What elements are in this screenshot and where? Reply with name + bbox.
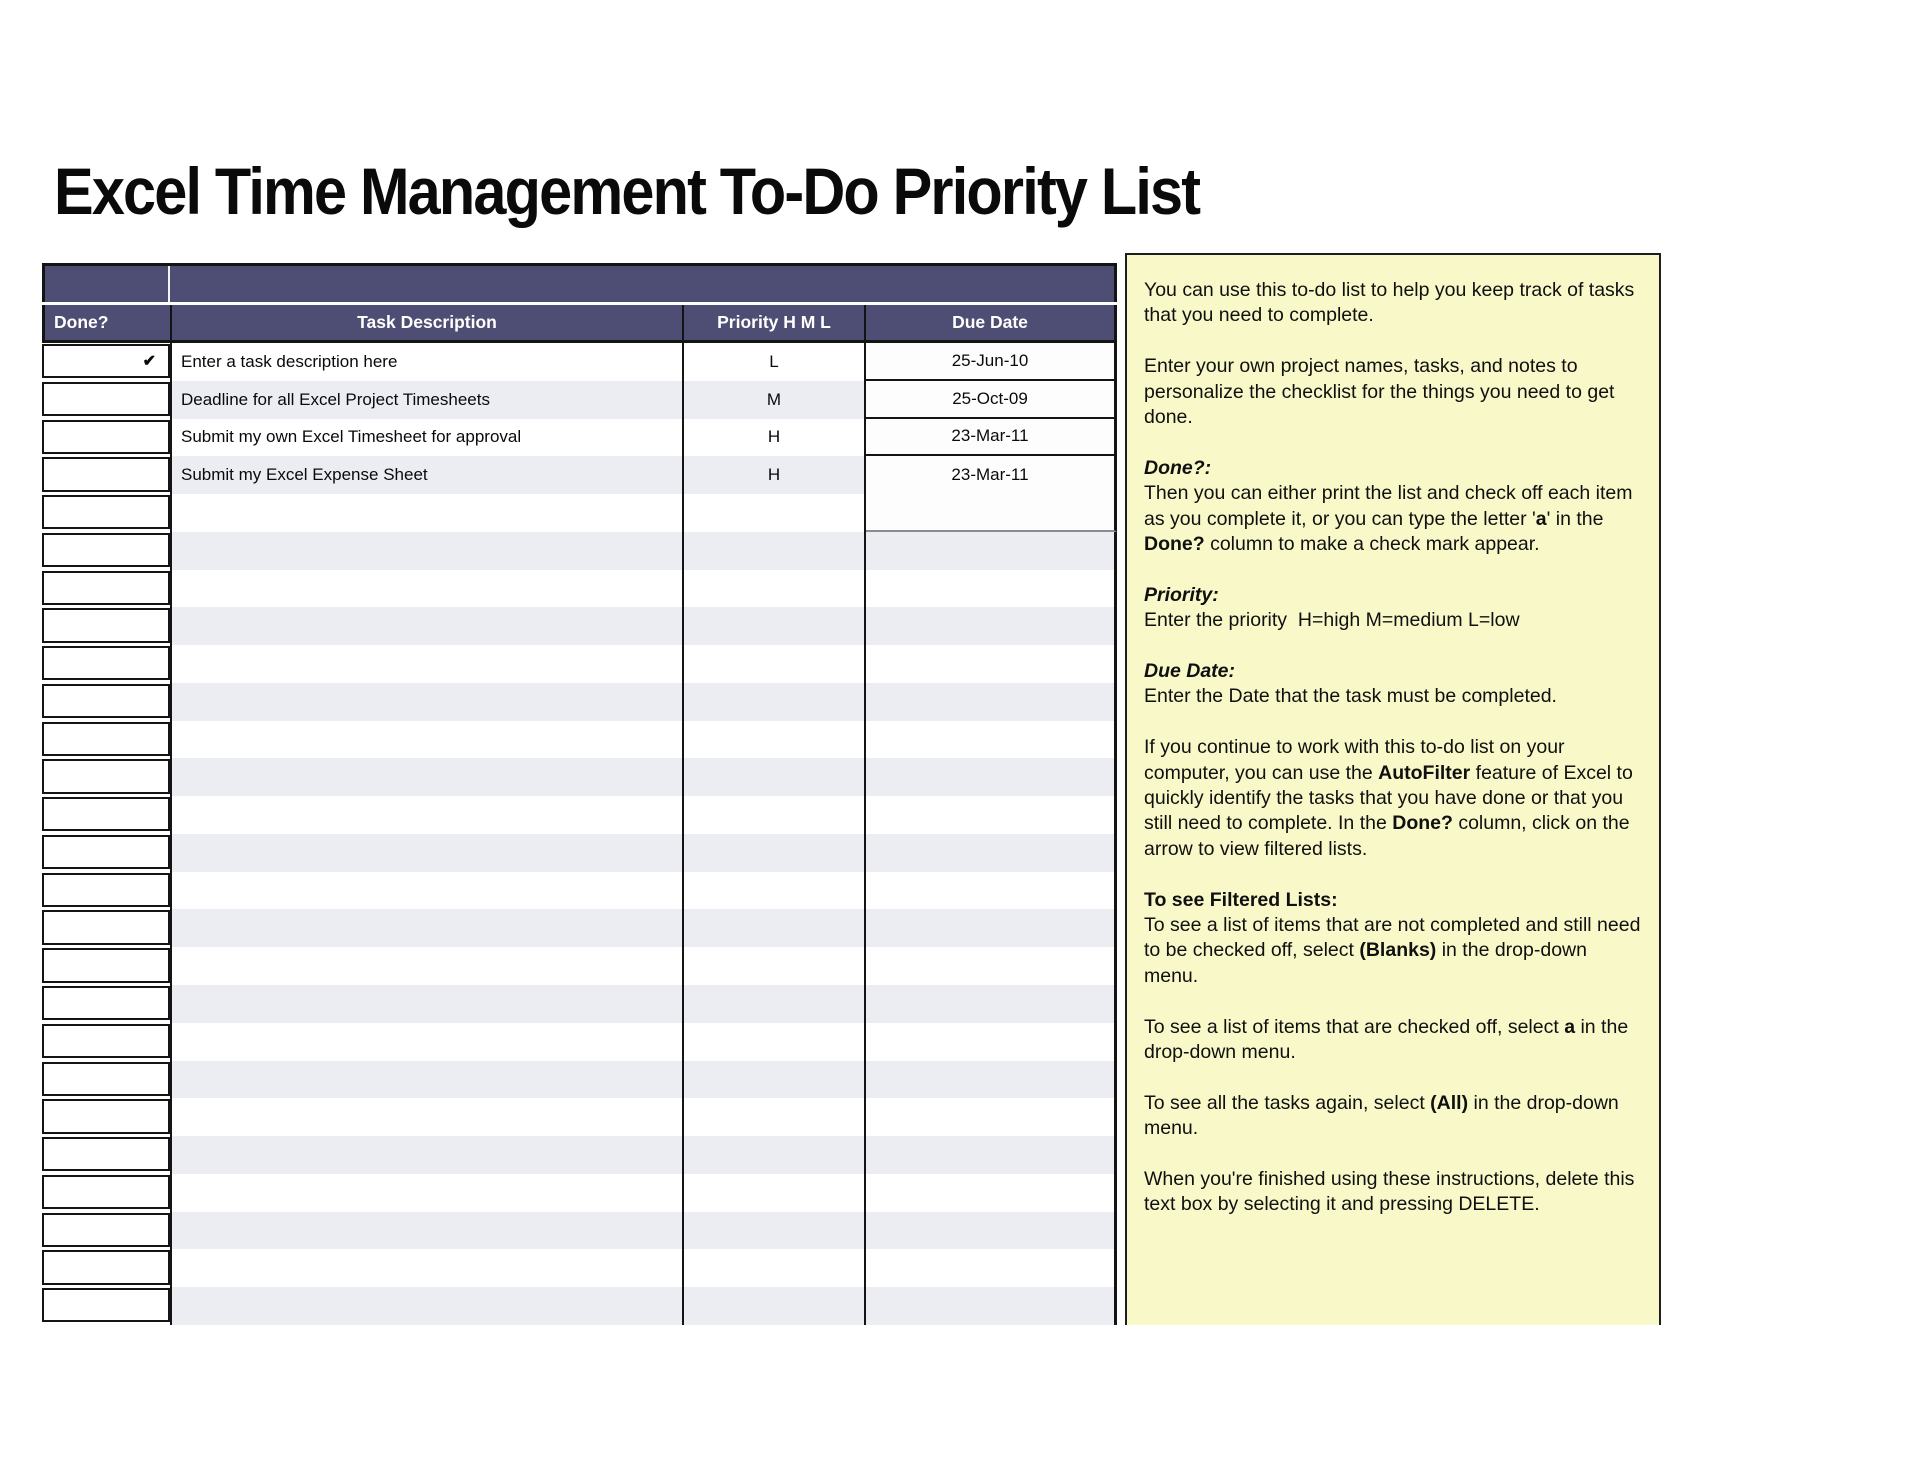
priority-cell[interactable] — [682, 570, 866, 608]
task-description-cell[interactable] — [170, 834, 682, 872]
due-date-cell[interactable] — [866, 985, 1117, 1023]
due-date-cell[interactable] — [866, 570, 1117, 608]
priority-cell[interactable] — [682, 1287, 866, 1325]
priority-cell[interactable] — [682, 1098, 866, 1136]
priority-cell[interactable] — [682, 607, 866, 645]
done-cell[interactable] — [42, 1023, 170, 1061]
note-heading: Done?: — [1144, 456, 1212, 479]
note-paragraph: Enter your own project names, tasks, and notes to personalize the checklist for the things you need to get done. — [1144, 355, 1620, 429]
done-cell[interactable] — [42, 456, 170, 494]
table-row — [42, 947, 1117, 985]
task-description-cell[interactable] — [170, 1136, 682, 1174]
priority-cell[interactable] — [682, 796, 866, 834]
done-checkbox[interactable] — [42, 986, 170, 1020]
done-checkbox[interactable] — [42, 910, 170, 944]
task-description-cell[interactable] — [170, 607, 682, 645]
priority-cell[interactable]: M — [682, 381, 866, 419]
due-date-cell[interactable] — [866, 1174, 1117, 1212]
priority-cell[interactable]: H — [682, 419, 866, 457]
task-description-cell[interactable] — [170, 909, 682, 947]
done-cell[interactable] — [42, 909, 170, 947]
done-checkbox[interactable] — [42, 1137, 170, 1171]
done-checkbox[interactable] — [42, 533, 170, 567]
priority-cell[interactable] — [682, 1136, 866, 1174]
done-checkbox[interactable] — [42, 495, 170, 529]
instructions-note-box[interactable] — [1125, 253, 1661, 1325]
table-row — [42, 796, 1117, 834]
table-top-band — [42, 263, 1117, 302]
done-cell[interactable] — [42, 1174, 170, 1212]
table-row — [42, 1023, 1117, 1061]
note-heading: Due Date: — [1144, 660, 1236, 683]
priority-cell[interactable] — [682, 1023, 866, 1061]
task-description-cell[interactable]: Submit my Excel Expense Sheet — [170, 456, 682, 494]
done-cell[interactable] — [42, 834, 170, 872]
due-date-cell[interactable] — [866, 796, 1117, 834]
done-cell[interactable] — [42, 381, 170, 419]
table-row — [42, 381, 1117, 419]
due-date-cell[interactable] — [866, 947, 1117, 985]
done-cell[interactable] — [42, 1061, 170, 1099]
note-paragraph: Enter the Date that the task must be completed. — [1144, 685, 1557, 708]
done-cell[interactable] — [42, 1287, 170, 1325]
done-cell[interactable] — [42, 607, 170, 645]
due-date-cell[interactable] — [866, 1023, 1117, 1061]
done-checkbox[interactable] — [42, 684, 170, 718]
table-row — [42, 872, 1117, 910]
priority-cell[interactable] — [682, 1249, 866, 1287]
note-heading: To see Filtered Lists: — [1144, 888, 1338, 911]
priority-cell[interactable]: H — [682, 456, 866, 494]
done-checkbox[interactable] — [42, 1175, 170, 1209]
todo-table — [42, 263, 1117, 1325]
priority-cell[interactable] — [682, 834, 866, 872]
done-cell[interactable] — [42, 947, 170, 985]
task-description-cell[interactable] — [170, 947, 682, 985]
due-date-cell[interactable]: 23-Mar-11 — [866, 456, 1117, 494]
table-body — [42, 343, 1117, 1325]
due-date-cell[interactable] — [866, 494, 1117, 532]
priority-cell[interactable] — [682, 721, 866, 759]
due-date-cell[interactable] — [866, 872, 1117, 910]
priority-cell[interactable] — [682, 872, 866, 910]
task-description-cell[interactable] — [170, 1061, 682, 1099]
task-description-cell[interactable] — [170, 1287, 682, 1325]
task-description-cell[interactable]: Submit my own Excel Timesheet for approval — [170, 419, 682, 457]
done-checkbox[interactable] — [42, 382, 170, 416]
done-checkbox[interactable] — [42, 420, 170, 454]
priority-cell[interactable] — [682, 532, 866, 570]
done-cell[interactable] — [42, 683, 170, 721]
table-row — [42, 494, 1117, 532]
note-paragraph: To see a list of items that are checked off, select a in the drop-down menu. — [1144, 1015, 1634, 1064]
task-description-cell[interactable] — [170, 985, 682, 1023]
note-paragraph: To see a list of items that are not completed and still need to be checked off, select (Blanks) in the drop-down menu. — [1144, 914, 1646, 987]
done-cell[interactable] — [42, 494, 170, 532]
table-row — [42, 1136, 1117, 1174]
due-date-cell[interactable]: 23-Mar-11 — [866, 419, 1117, 457]
task-description-cell[interactable] — [170, 758, 682, 796]
priority-cell[interactable] — [682, 1174, 866, 1212]
header-task-description: Task Description — [170, 305, 682, 340]
task-description-cell[interactable] — [170, 1174, 682, 1212]
done-cell[interactable] — [42, 796, 170, 834]
task-description-cell[interactable] — [170, 1212, 682, 1250]
done-checkbox[interactable] — [42, 797, 170, 831]
check-mark-icon[interactable]: ✔ — [42, 344, 170, 378]
due-date-cell[interactable] — [866, 532, 1117, 570]
table-row — [42, 1174, 1117, 1212]
priority-cell[interactable]: L — [682, 343, 866, 381]
due-date-cell[interactable] — [866, 1136, 1117, 1174]
table-row — [42, 1287, 1117, 1325]
task-description-cell[interactable] — [170, 683, 682, 721]
task-description-cell[interactable]: Deadline for all Excel Project Timesheets — [170, 381, 682, 419]
done-checkbox[interactable] — [42, 608, 170, 642]
due-date-cell[interactable] — [866, 758, 1117, 796]
note-heading: Priority: — [1144, 583, 1219, 606]
done-cell[interactable] — [42, 1249, 170, 1287]
task-description-cell[interactable] — [170, 645, 682, 683]
table-row — [42, 456, 1117, 494]
header-due-date: Due Date — [952, 312, 1028, 332]
done-checkbox[interactable] — [42, 722, 170, 756]
done-cell[interactable] — [42, 343, 170, 381]
done-checkbox[interactable] — [42, 948, 170, 982]
priority-cell[interactable] — [682, 909, 866, 947]
done-cell[interactable] — [42, 645, 170, 683]
done-checkbox[interactable] — [42, 1024, 170, 1058]
header-priority: Priority H M L — [682, 305, 866, 340]
due-date-cell[interactable]: 25-Jun-10 — [866, 343, 1117, 381]
table-row — [42, 1098, 1117, 1136]
page-title: Excel Time Management To-Do Priority List — [54, 154, 1200, 228]
task-description-cell[interactable] — [170, 1023, 682, 1061]
table-row — [42, 683, 1117, 721]
table-row — [42, 758, 1117, 796]
table-top-band-main-segment — [170, 266, 1114, 302]
table-row — [42, 834, 1117, 872]
due-date-cell[interactable] — [866, 1212, 1117, 1250]
note-paragraph: If you continue to work with this to-do list on your computer, you can use the AutoFilter feature of Excel to quickly identify the tasks that you have done or that you still need to complete. In the Done? column, click on the arrow to view filtered lists. — [1144, 736, 1639, 860]
done-cell[interactable] — [42, 419, 170, 457]
done-cell[interactable] — [42, 1212, 170, 1250]
table-header-row — [42, 305, 1117, 343]
done-cell[interactable] — [42, 1098, 170, 1136]
done-checkbox[interactable] — [42, 1062, 170, 1096]
task-description-cell[interactable] — [170, 1098, 682, 1136]
table-row — [42, 532, 1117, 570]
done-checkbox[interactable] — [42, 1099, 170, 1133]
table-row — [42, 645, 1117, 683]
due-date-cell[interactable] — [866, 909, 1117, 947]
done-checkbox[interactable] — [42, 1250, 170, 1284]
done-checkbox[interactable] — [42, 873, 170, 907]
priority-cell[interactable] — [682, 645, 866, 683]
note-paragraph: Enter the priority H=high M=medium L=low — [1144, 609, 1520, 632]
done-cell[interactable] — [42, 721, 170, 759]
table-row — [42, 909, 1117, 947]
table-row — [42, 1212, 1117, 1250]
task-description-cell[interactable] — [170, 721, 682, 759]
table-row — [42, 1061, 1117, 1099]
task-description-cell[interactable] — [170, 872, 682, 910]
task-description-cell[interactable]: Enter a task description here — [170, 343, 682, 381]
done-cell[interactable] — [42, 532, 170, 570]
table-row — [42, 570, 1117, 608]
due-date-cell[interactable] — [866, 721, 1117, 759]
done-checkbox[interactable] — [42, 457, 170, 491]
table-row — [42, 419, 1117, 457]
table-row — [42, 607, 1117, 645]
priority-cell[interactable] — [682, 494, 866, 532]
done-checkbox[interactable] — [42, 1288, 170, 1322]
done-checkbox[interactable] — [42, 835, 170, 869]
done-cell[interactable] — [42, 872, 170, 910]
done-checkbox[interactable] — [42, 646, 170, 680]
table-row — [42, 343, 1117, 381]
table-row — [42, 721, 1117, 759]
task-description-cell[interactable] — [170, 1249, 682, 1287]
done-cell[interactable] — [42, 1136, 170, 1174]
note-paragraph: Then you can either print the list and check off each item as you complete it, or you can type the letter 'a' in the Done? column to make a check mark appear. — [1144, 482, 1638, 556]
done-cell[interactable] — [42, 570, 170, 608]
note-paragraph: To see all the tasks again, select (All) in the drop-down menu. — [1144, 1091, 1625, 1140]
done-checkbox[interactable] — [42, 759, 170, 793]
due-date-cell[interactable] — [866, 683, 1117, 721]
task-description-cell[interactable] — [170, 494, 682, 532]
done-cell[interactable] — [42, 985, 170, 1023]
due-date-cell[interactable] — [866, 1098, 1117, 1136]
due-date-cell[interactable]: 25-Oct-09 — [866, 381, 1117, 419]
done-cell[interactable] — [42, 758, 170, 796]
done-checkbox[interactable] — [42, 571, 170, 605]
due-date-cell[interactable] — [866, 607, 1117, 645]
task-description-cell[interactable] — [170, 796, 682, 834]
due-date-cell[interactable] — [866, 645, 1117, 683]
done-checkbox[interactable] — [42, 1213, 170, 1247]
task-description-cell[interactable] — [170, 532, 682, 570]
priority-cell[interactable] — [682, 683, 866, 721]
due-date-cell[interactable] — [866, 1249, 1117, 1287]
due-date-cell[interactable] — [866, 1061, 1117, 1099]
table-row — [42, 985, 1117, 1023]
due-date-cell[interactable] — [866, 834, 1117, 872]
note-paragraph: You can use this to-do list to help you keep track of tasks that you need to complete. — [1144, 279, 1640, 327]
priority-cell[interactable] — [682, 985, 866, 1023]
header-done: Done? — [54, 312, 109, 332]
table-top-band-done-segment — [45, 266, 170, 302]
due-date-cell[interactable] — [866, 1287, 1117, 1325]
priority-cell[interactable] — [682, 1061, 866, 1099]
priority-cell[interactable] — [682, 1212, 866, 1250]
table-row — [42, 1249, 1117, 1287]
priority-cell[interactable] — [682, 947, 866, 985]
priority-cell[interactable] — [682, 758, 866, 796]
task-description-cell[interactable] — [170, 570, 682, 608]
note-paragraph: When you're finished using these instructions, delete this text box by selecting it and pressing DELETE. — [1144, 1168, 1640, 1216]
